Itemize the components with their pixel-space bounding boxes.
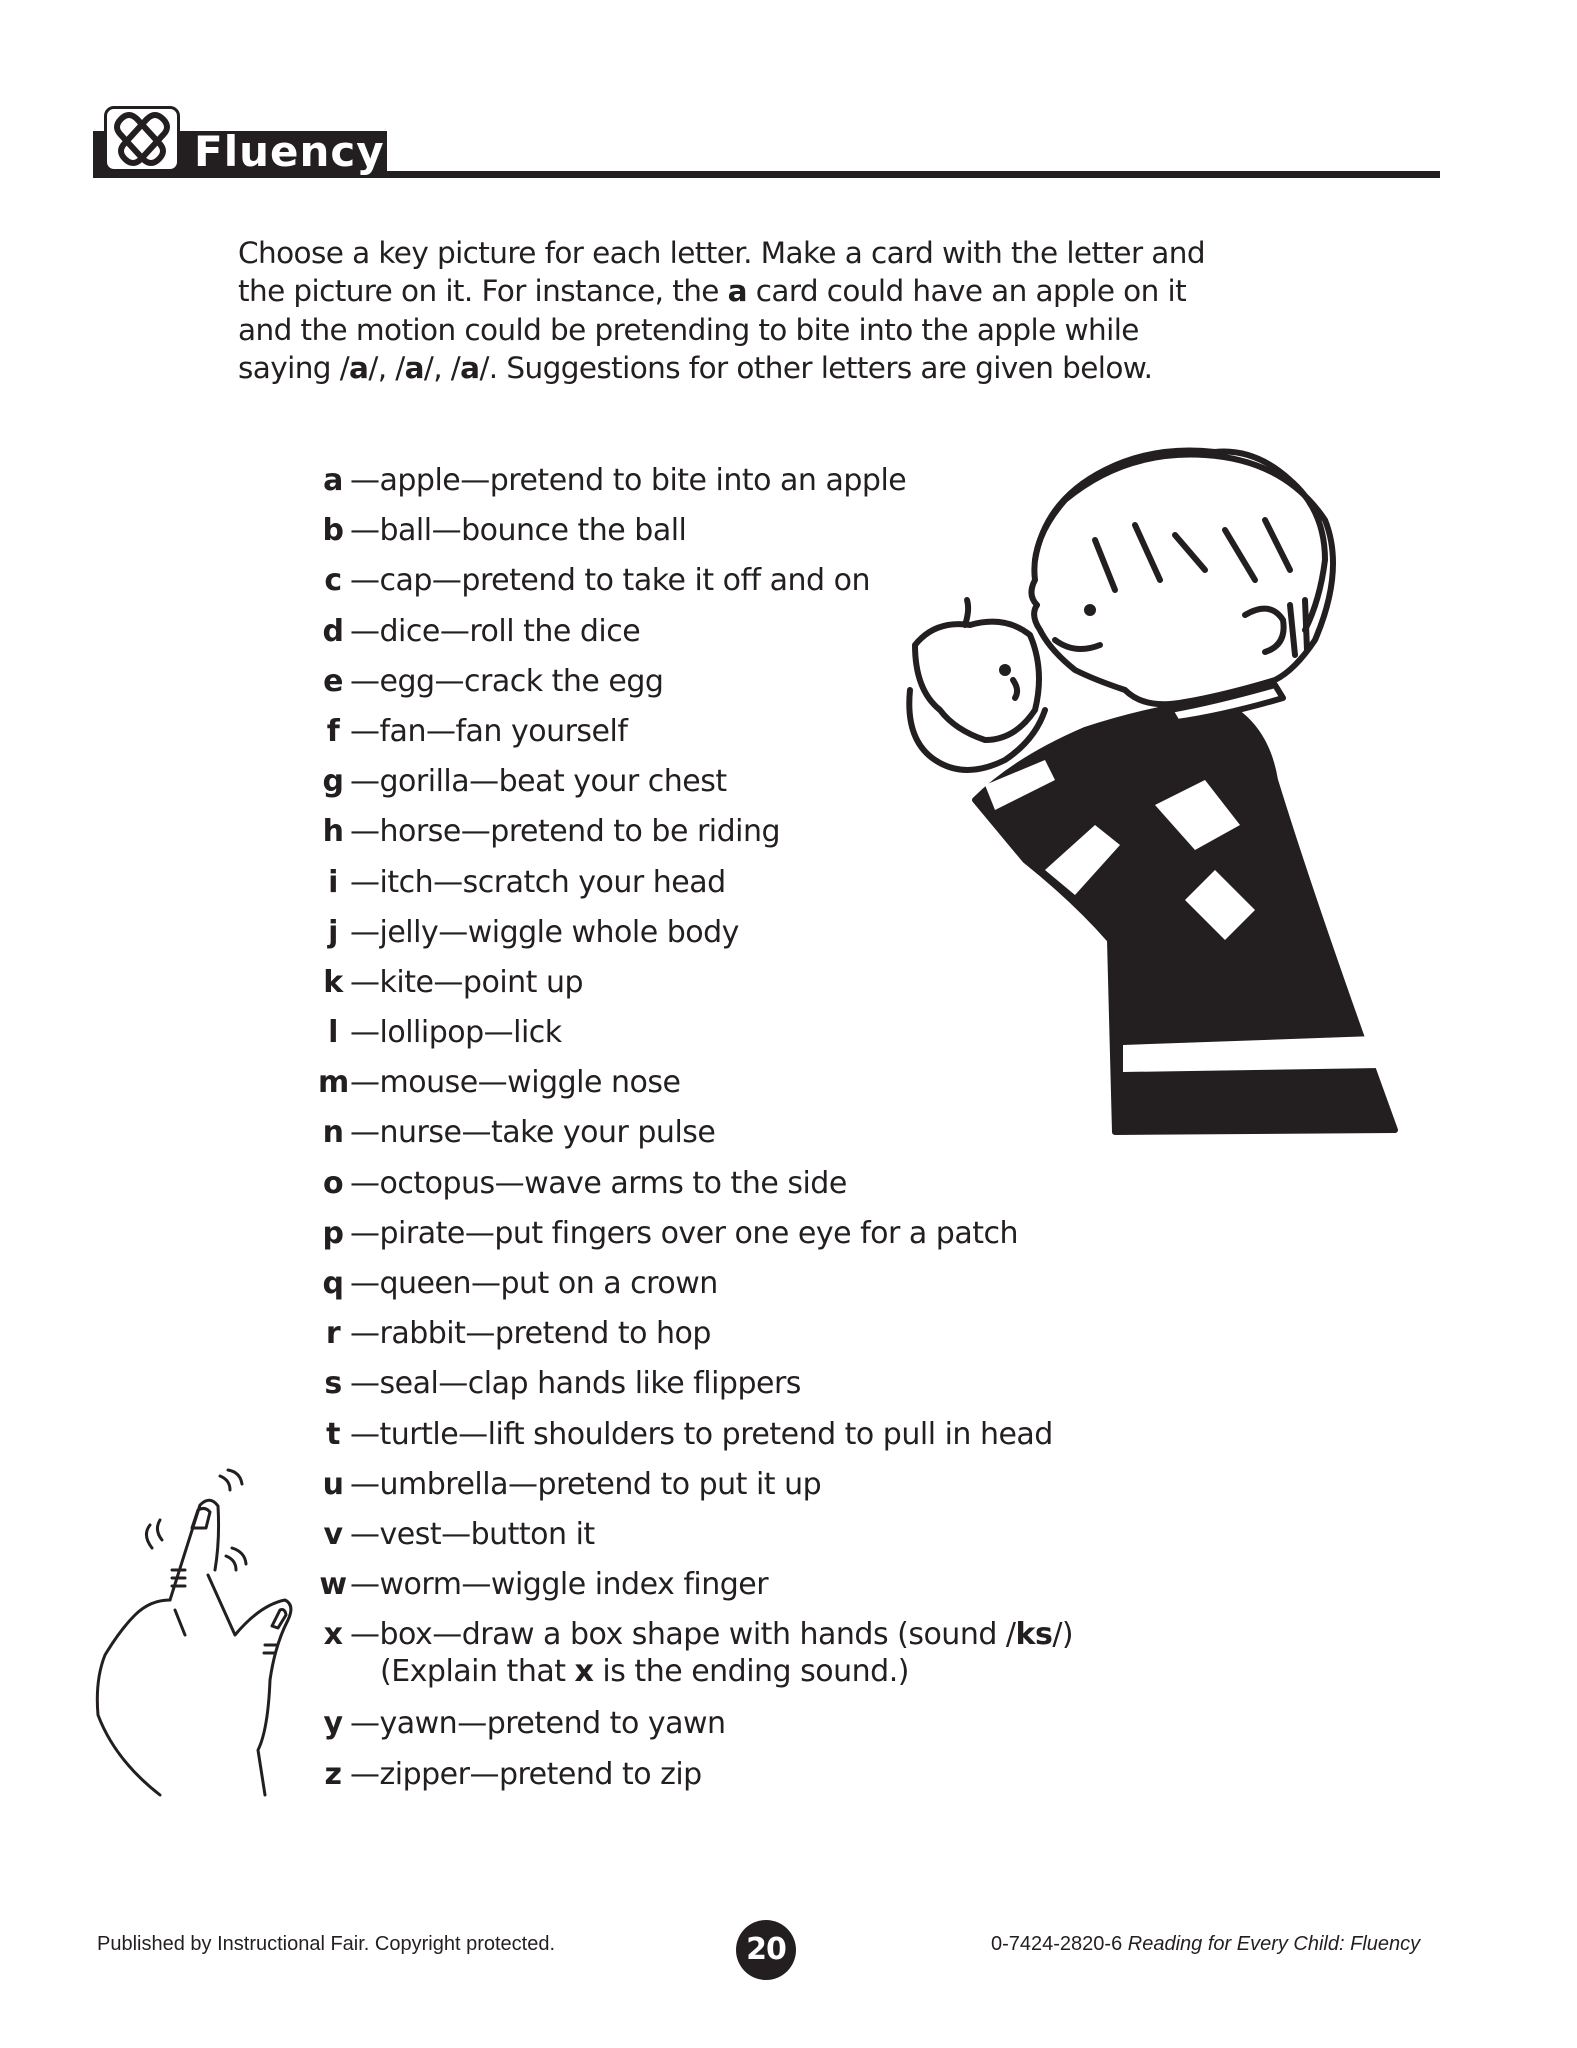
list-letter: d [322, 613, 344, 649]
intro-line [238, 349, 1358, 387]
list-text: —octopus—wave arms to the side [350, 1165, 847, 1201]
intro-bold-letter: a [727, 274, 747, 309]
intro-text: /, / [423, 350, 461, 385]
list-text: —vest—button it [350, 1516, 595, 1552]
list-letter: g [322, 764, 344, 800]
intro-line [238, 234, 1358, 272]
list-letter: m [318, 1065, 349, 1101]
page-title: Fluency [194, 127, 385, 176]
list-letter: t [326, 1416, 340, 1452]
list-letter: a [323, 463, 343, 498]
list-text [348, 1617, 1073, 1652]
list-text-bold: ks [1015, 1617, 1053, 1653]
list-letter: b [322, 513, 344, 549]
list-letter: p [322, 1215, 344, 1251]
list-text: —umbrella—pretend to put it up [350, 1466, 822, 1502]
note-bold: x [574, 1653, 594, 1689]
list-letter: i [328, 864, 338, 900]
list-text: —zipper—pretend to zip [350, 1756, 702, 1792]
list-letter: o [322, 1165, 344, 1201]
list-letter: s [324, 1366, 342, 1402]
list-letter: h [322, 814, 344, 850]
list-letter: n [322, 1115, 344, 1151]
list-text: —nurse—take your pulse [350, 1115, 716, 1151]
list-text: —queen—put on a crown [350, 1266, 718, 1301]
list-item-o [318, 1159, 1218, 1209]
list-text: —fan—fan yourself [350, 713, 628, 749]
list-item-z [318, 1750, 1218, 1800]
list-letter: z [324, 1756, 342, 1792]
list-letter: j [328, 914, 338, 950]
intro-line [238, 311, 1358, 349]
intro-text: the picture on it. For instance, the [238, 274, 728, 309]
list-item-y [318, 1699, 1218, 1749]
list-text: —worm—wiggle index finger [350, 1567, 769, 1603]
list-text: —pirate—put fingers over one eye for a patch [350, 1215, 1018, 1251]
list-text: —horse—pretend to be riding [350, 814, 781, 850]
letter-list-end [318, 1699, 1218, 1799]
list-item-t [318, 1410, 1218, 1460]
list-text-part: /) [1052, 1617, 1074, 1653]
list-letter: c [324, 563, 342, 599]
list-text: —ball—bounce the ball [350, 513, 687, 549]
intro-text: /. Suggestions for other letters are given below. [479, 350, 1153, 385]
list-letter: w [319, 1567, 347, 1603]
list-text: —turtle—lift shoulders to pretend to pull in head [350, 1416, 1053, 1452]
list-text: —mouse—wiggle nose [350, 1065, 681, 1101]
note-text: is the ending sound.) [593, 1653, 909, 1689]
list-item-note [380, 1653, 1218, 1691]
interlocking-knot-icon [107, 109, 177, 169]
intro-text: card could have an apple on it [746, 274, 1187, 309]
list-text: —lollipop—lick [350, 1015, 562, 1051]
intro-text: and the motion could be pretending to bite into the apple while [238, 312, 1139, 347]
publisher-notice: Published by Instructional Fair. Copyright protected. [97, 1933, 556, 1955]
intro-line [238, 272, 1358, 310]
list-letter: f [326, 713, 340, 749]
list-item-p [318, 1209, 1218, 1259]
list-text: —itch—scratch your head [350, 864, 726, 900]
intro-bold-letter: a [349, 350, 369, 385]
list-item-r [318, 1309, 1218, 1359]
list-letter: q [322, 1266, 344, 1301]
list-item-v [318, 1510, 1218, 1560]
list-letter: l [328, 1015, 338, 1051]
list-text: —yawn—pretend to yawn [350, 1706, 726, 1742]
list-letter: u [322, 1466, 344, 1502]
list-letter: v [323, 1516, 343, 1552]
list-text: —rabbit—pretend to hop [350, 1316, 711, 1352]
wiggling-finger-hand-illustration [80, 1440, 310, 1800]
list-text: —kite—point up [350, 964, 584, 1000]
list-letter: e [323, 663, 343, 699]
list-item-x [318, 1610, 1218, 1699]
intro-paragraph [238, 234, 1358, 387]
list-item-u [318, 1460, 1218, 1510]
list-letter: y [323, 1706, 343, 1742]
list-text: —dice—roll the dice [350, 613, 641, 649]
intro-text: saying / [238, 350, 350, 385]
header-rule [387, 171, 1440, 178]
header-icon-tile [104, 106, 180, 172]
intro-bold-letter: a [460, 350, 480, 385]
list-text: —apple—pretend to bite into an apple [350, 463, 907, 498]
list-text: —cap—pretend to take it off and on [350, 563, 870, 599]
list-letter: k [323, 964, 343, 1000]
book-info [991, 1933, 1420, 1956]
list-text: —seal—clap hands like flippers [350, 1366, 801, 1402]
intro-text: /, / [368, 350, 405, 385]
list-item-s [318, 1359, 1218, 1409]
list-letter: r [325, 1316, 341, 1352]
list-item-q [318, 1259, 1218, 1309]
note-text: (Explain that [380, 1653, 575, 1689]
list-text-part: —box—draw a box shape with hands (sound / [350, 1617, 1016, 1653]
list-item-w [318, 1560, 1218, 1610]
boy-eating-apple-illustration [895, 440, 1415, 1140]
list-text: —gorilla—beat your chest [350, 764, 727, 800]
list-text: —jelly—wiggle whole body [350, 914, 739, 950]
list-text: —egg—crack the egg [350, 663, 664, 699]
isbn: 0-7424-2820-6 [991, 1933, 1123, 1955]
list-letter: x [323, 1617, 343, 1653]
intro-bold-letter: a [404, 350, 424, 385]
book-title: Reading for Every Child: Fluency [1127, 1933, 1421, 1955]
page-number-badge: 20 [736, 1920, 796, 1980]
intro-text: Choose a key picture for each letter. Make a card with the letter and [238, 236, 1205, 270]
